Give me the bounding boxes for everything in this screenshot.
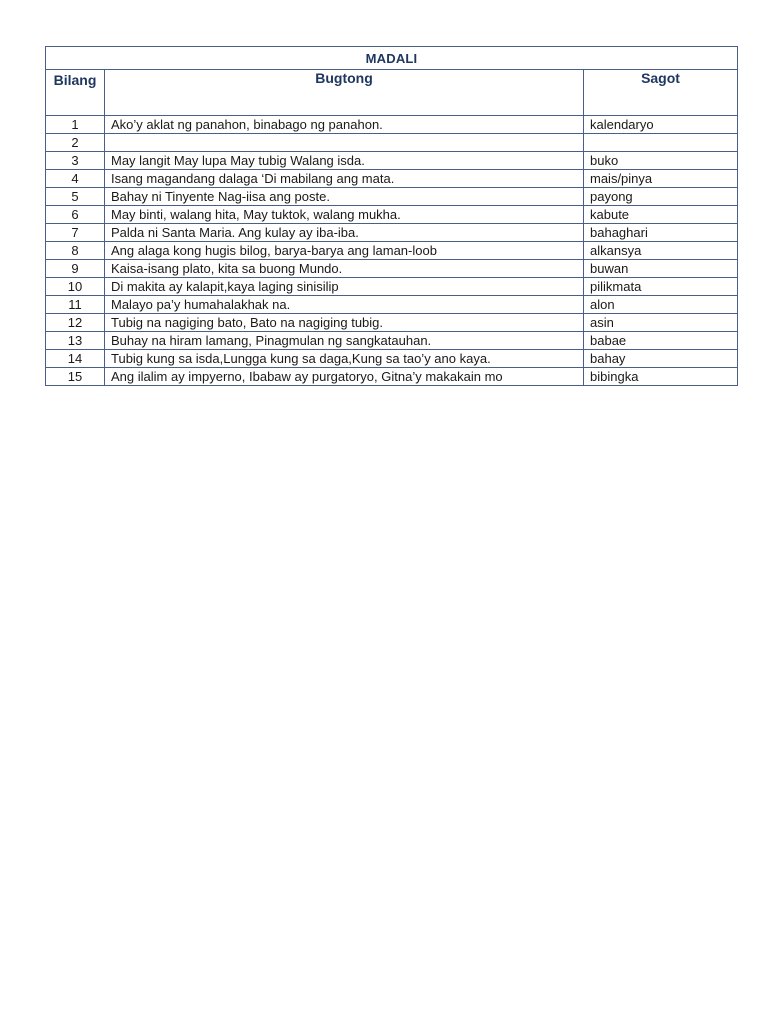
row-answer: bahaghari	[584, 224, 738, 242]
header-row	[46, 70, 738, 116]
row-answer: bahay	[584, 350, 738, 368]
row-number: 5	[46, 188, 105, 206]
table-row	[46, 314, 738, 332]
row-answer: kabute	[584, 206, 738, 224]
row-riddle: Buhay na hiram lamang, Pinagmulan ng sangkatauhan.	[105, 332, 584, 350]
row-riddle: Tubig na nagiging bato, Bato na nagiging tubig.	[105, 314, 584, 332]
row-answer: buko	[584, 152, 738, 170]
row-answer: alon	[584, 296, 738, 314]
table-row	[46, 152, 738, 170]
riddle-sheet	[45, 46, 737, 386]
row-riddle: Malayo pa’y humahalakhak na.	[105, 296, 584, 314]
table-title: MADALI	[46, 47, 738, 70]
row-answer: babae	[584, 332, 738, 350]
table-row	[46, 206, 738, 224]
row-riddle: Palda ni Santa Maria. Ang kulay ay iba-iba.	[105, 224, 584, 242]
row-riddle: Ang alaga kong hugis bilog, barya-barya ang laman-loob	[105, 242, 584, 260]
table-row	[46, 170, 738, 188]
row-number: 6	[46, 206, 105, 224]
row-answer: alkansya	[584, 242, 738, 260]
row-number: 15	[46, 368, 105, 386]
row-number: 9	[46, 260, 105, 278]
row-number: 2	[46, 134, 105, 152]
row-riddle: Tubig kung sa isda,Lungga kung sa daga,Kung sa tao’y ano kaya.	[105, 350, 584, 368]
table-row	[46, 116, 738, 134]
row-number: 4	[46, 170, 105, 188]
row-riddle: May langit May lupa May tubig Walang isda.	[105, 152, 584, 170]
row-number: 13	[46, 332, 105, 350]
row-riddle: Isang magandang dalaga ‘Di mabilang ang mata.	[105, 170, 584, 188]
row-number: 1	[46, 116, 105, 134]
row-riddle: Bahay ni Tinyente Nag-iisa ang poste.	[105, 188, 584, 206]
header-answer: Sagot	[584, 70, 738, 116]
row-number: 8	[46, 242, 105, 260]
title-row	[46, 47, 738, 70]
row-number: 11	[46, 296, 105, 314]
row-number: 10	[46, 278, 105, 296]
row-number: 14	[46, 350, 105, 368]
row-answer: buwan	[584, 260, 738, 278]
row-answer: mais/pinya	[584, 170, 738, 188]
row-number: 7	[46, 224, 105, 242]
table-row	[46, 242, 738, 260]
row-answer: asin	[584, 314, 738, 332]
riddle-table	[45, 46, 738, 386]
row-riddle: Ang ilalim ay impyerno, Ibabaw ay purgatoryo, Gitna’y makakain mo	[105, 368, 584, 386]
table-row	[46, 350, 738, 368]
row-riddle: Di makita ay kalapit,kaya laging sinisilip	[105, 278, 584, 296]
header-riddle: Bugtong	[105, 70, 584, 116]
table-row	[46, 224, 738, 242]
riddle-rows	[46, 116, 738, 386]
row-answer: payong	[584, 188, 738, 206]
row-number: 3	[46, 152, 105, 170]
row-answer: bibingka	[584, 368, 738, 386]
row-riddle: Ako’y aklat ng panahon, binabago ng panahon.	[105, 116, 584, 134]
table-row	[46, 260, 738, 278]
row-answer	[584, 134, 738, 152]
table-row	[46, 368, 738, 386]
row-answer: kalendaryo	[584, 116, 738, 134]
row-number: 12	[46, 314, 105, 332]
table-row	[46, 134, 738, 152]
row-answer: pilikmata	[584, 278, 738, 296]
table-row	[46, 296, 738, 314]
row-riddle: Kaisa-isang plato, kita sa buong Mundo.	[105, 260, 584, 278]
table-row	[46, 332, 738, 350]
row-riddle	[105, 134, 584, 152]
row-riddle: May binti, walang hita, May tuktok, walang mukha.	[105, 206, 584, 224]
table-row	[46, 188, 738, 206]
table-row	[46, 278, 738, 296]
header-number: Bilang	[46, 70, 105, 116]
